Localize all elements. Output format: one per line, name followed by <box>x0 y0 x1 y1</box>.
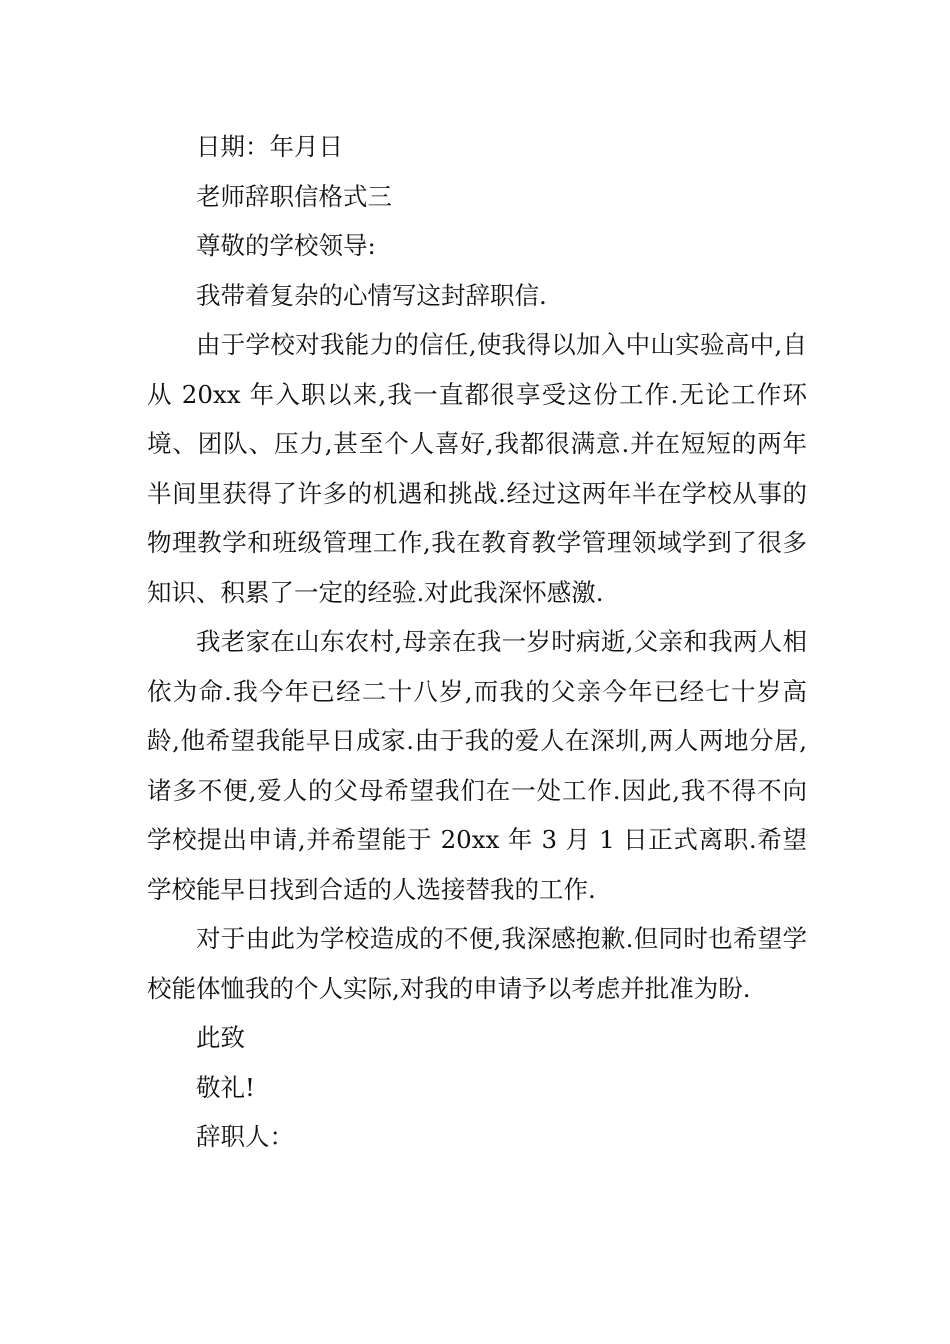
closing-regards: 此致 <box>196 1023 245 1052</box>
letter-subtitle: 老师辞职信格式三 <box>196 181 392 211</box>
opening-line: 我带着复杂的心情写这封辞职信. <box>196 280 547 310</box>
salutation: 尊敬的学校领导: <box>196 231 376 260</box>
letter-body <box>147 122 807 1162</box>
paragraph-apology: 对于由此为学校造成的不便,我深感抱歉.但同时也希望学校能体恤我的个人实际,对我的申请予以考虑并批准为盼. <box>147 924 807 1003</box>
date-line: 日期：年月日 <box>196 132 343 161</box>
paragraph-reason: 我老家在山东农村,母亲在我一岁时病逝,父亲和我两人相依为命.我今年已经二十八岁,而我的父亲今年已经七十岁高龄,他希望我能早日成家.由于我的爱人在深圳,两人两地分居,诸多不便,爱人的父母希望我们在一处工作.因此,我不得不向学校提出申请,并希望能于 20xx 年 3 月 1 日正式离职.希望学校能早日找到合适的人选接替我的工作. <box>147 627 807 904</box>
paragraph-gratitude: 由于学校对我能力的信任,使我得以加入中山实验高中,自从 20xx 年入职以来,我一直都很享受这份工作.无论工作环境、团队、压力,甚至个人喜好,我都很满意.并在短短的两年半间里获得了许多的机遇和挑战.经过这两年半在学校从事的物理教学和班级管理工作,我在教育教学管理领域学到了很多知识、积累了一定的经验.对此我深怀感激. <box>147 330 807 607</box>
closing-salute: 敬礼! <box>196 1072 255 1102</box>
signature-label: 辞职人： <box>196 1122 294 1151</box>
